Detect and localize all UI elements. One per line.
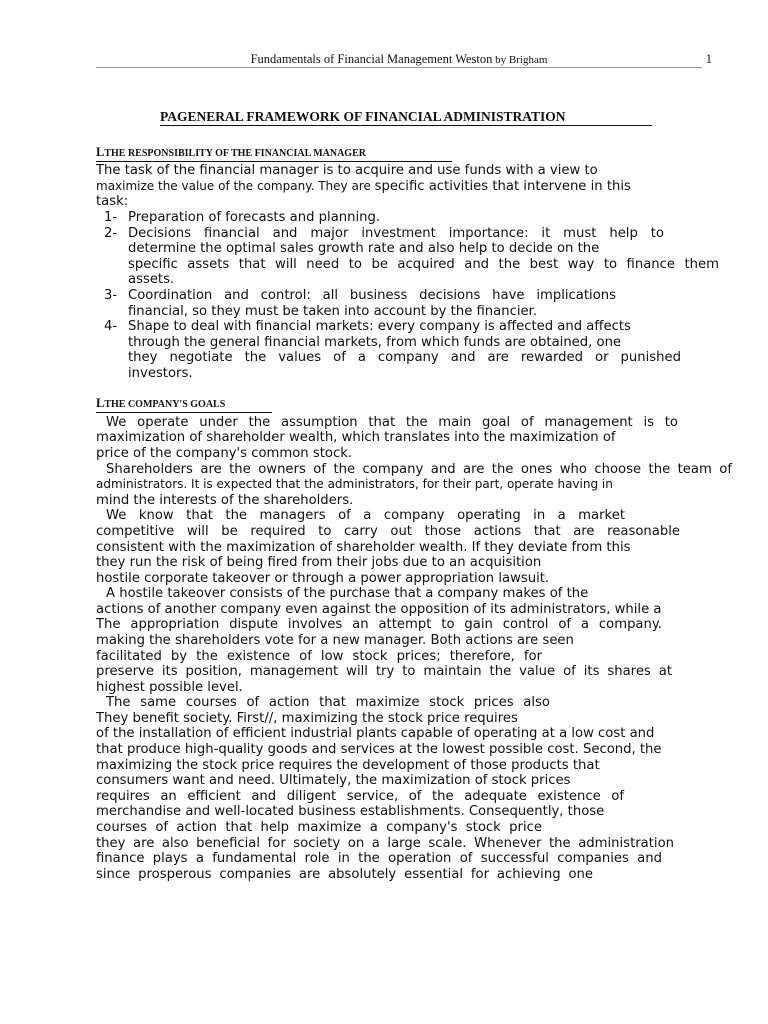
paragraph-line: task:: [96, 194, 129, 209]
paragraph-line: highest possible level.: [96, 680, 243, 695]
paragraph-line: price of the company's common stock.: [96, 446, 353, 461]
list-item: determine the optimal sales growth rate and also help to decide on the: [128, 241, 600, 256]
list-item: Shape to deal with financial markets: every company is affected and affects: [128, 319, 631, 334]
list-item: specific assets that will need to be acquired and the best way to finance them: [128, 257, 719, 272]
page-title: PAGENERAL FRAMEWORK OF FINANCIAL ADMINISTRATION: [160, 109, 652, 126]
paragraph-line: administrators. It is expected that the administrators, for their part, operate having in: [96, 477, 613, 491]
paragraph-line: We know that the managers of a company operating in a market: [106, 508, 625, 523]
paragraph-line: We operate under the assumption that the main goal of management is to: [106, 415, 678, 430]
paragraph-line: The appropriation dispute involves an attempt to gain control of a company.: [96, 617, 662, 632]
paragraph-line: preserve its position, management will try to maintain the value of its shares at: [96, 664, 672, 679]
paragraph-line: mind the interests of the shareholders.: [96, 493, 354, 508]
paragraph-line: of the installation of efficient industrial plants capable of operating at a low cost and: [96, 726, 655, 741]
paragraph-line: merchandise and well-located business establishments. Consequently, those: [96, 804, 605, 819]
list-item: through the general financial markets, from which funds are obtained, one: [128, 335, 622, 350]
paragraph-line: The task of the financial manager is to acquire and use funds with a view to: [96, 163, 598, 178]
list-item: investors.: [128, 366, 193, 381]
paragraph-line: that produce high-quality goods and services at the lowest possible cost. Second, the: [96, 742, 662, 757]
paragraph-line: facilitated by the existence of low stock prices; therefore, for: [96, 649, 542, 664]
paragraph-line: actions of another company even against the opposition of its administrators, while a: [96, 602, 662, 617]
paragraph-line: since prosperous companies are absolutely essential for achieving one: [96, 867, 593, 882]
list-number: 2-: [104, 226, 118, 241]
paragraph-line: requires an efficient and diligent service, of the adequate existence of: [96, 789, 624, 804]
list-number: 1-: [104, 210, 118, 225]
list-number: 4-: [104, 319, 118, 334]
paragraph-line: Shareholders are the owners of the company and are the ones who choose the team of: [106, 462, 732, 477]
list-item: Decisions financial and major investment importance: it must help to: [128, 226, 664, 241]
section-heading: LTHE COMPANY'S GOALS: [96, 396, 272, 413]
paragraph-line: maximization of shareholder wealth, which translates into the maximization of: [96, 430, 616, 445]
paragraph-line: courses of action that help maximize a company's stock price: [96, 820, 542, 835]
list-item: assets.: [128, 272, 175, 287]
paragraph-line: consistent with the maximization of shareholder wealth. If they deviate from this: [96, 540, 631, 555]
list-number: 3-: [104, 288, 118, 303]
paragraph-line: The same courses of action that maximize stock prices also: [106, 695, 550, 710]
paragraph-line: consumers want and need. Ultimately, the maximization of stock prices: [96, 773, 571, 788]
list-item: they negotiate the values of a company and are rewarded or punished: [128, 350, 681, 365]
running-header: [96, 52, 716, 68]
page-number: 1: [705, 52, 712, 66]
header-rule: [96, 67, 702, 68]
paragraph-line: A hostile takeover consists of the purchase that a company makes of the: [106, 586, 589, 601]
paragraph-line: they are also beneficial for society on a large scale. Whenever the administration: [96, 836, 674, 851]
list-item: Coordination and control: all business decisions have implications: [128, 288, 616, 303]
paragraph-line: maximize the value of the company. They are specific activities that intervene in this: [96, 179, 631, 194]
paragraph-line: competitive will be required to carry out those actions that are reasonable: [96, 524, 680, 539]
paragraph-line: hostile corporate takeover or through a power appropriation lawsuit.: [96, 571, 550, 586]
list-item: Preparation of forecasts and planning.: [128, 210, 381, 225]
paragraph-line: they run the risk of being fired from their jobs due to an acquisition: [96, 555, 542, 570]
section-heading: LTHE RESPONSIBILITY OF THE FINANCIAL MANAGER: [96, 145, 452, 162]
list-item: financial, so they must be taken into account by the financier.: [128, 304, 538, 319]
paragraph-line: They benefit society. First//, maximizing the stock price requires: [96, 711, 518, 726]
paragraph-line: making the shareholders vote for a new manager. Both actions are seen: [96, 633, 574, 648]
header-title: Fundamentals of Financial Management Weston by Brigham: [250, 52, 548, 66]
paragraph-line: finance plays a fundamental role in the operation of successful companies and: [96, 851, 662, 866]
paragraph-line: maximizing the stock price requires the development of those products that: [96, 758, 600, 773]
